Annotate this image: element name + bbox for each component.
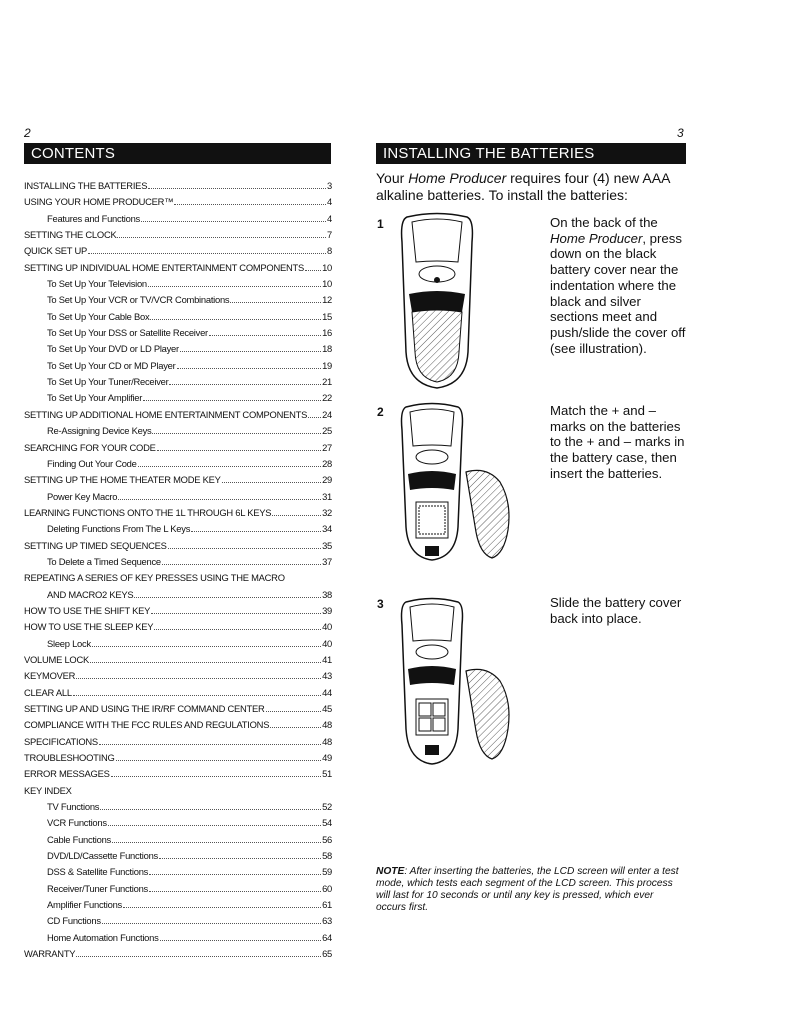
step-2-text: Match the + and – marks on the batteries to the + and – marks in the battery case, then insert the batteries. <box>550 403 685 481</box>
toc-entry <box>24 229 332 245</box>
toc-entry-page: 12 <box>322 294 332 306</box>
toc-entry-page: 34 <box>322 523 332 535</box>
toc-entry <box>24 736 332 752</box>
toc-entry-page: 25 <box>322 425 332 437</box>
toc-entry <box>24 572 332 588</box>
toc-leader-dots <box>168 548 321 549</box>
toc-entry-page: 3 <box>327 180 332 191</box>
toc-entry-page: 10 <box>322 261 332 273</box>
contents-title: CONTENTS <box>24 143 331 164</box>
toc-entry-title: Re-Assigning Device Keys <box>47 425 152 437</box>
toc-entry <box>24 442 332 458</box>
toc-entry <box>24 785 332 801</box>
toc-entry-page: 4 <box>327 212 332 224</box>
toc-leader-dots <box>148 188 326 189</box>
toc-entry-title: SEARCHING FOR YOUR CODE <box>24 441 156 453</box>
toc-entry <box>24 719 332 735</box>
toc-leader-dots <box>151 613 321 614</box>
toc-entry-title: QUICK SET UP <box>24 245 87 257</box>
toc-entry <box>24 523 332 539</box>
toc-entry-title: ERROR MESSAGES <box>24 768 110 780</box>
toc-leader-dots <box>143 400 321 401</box>
toc-entry-page: 43 <box>322 670 332 682</box>
toc-entry-page: 28 <box>322 457 332 469</box>
toc-leader-dots <box>76 678 321 679</box>
toc-entry-page: 65 <box>322 948 332 960</box>
toc-entry-page: 40 <box>322 621 332 633</box>
toc-entry-page: 58 <box>322 850 332 862</box>
toc-entry-page: 48 <box>322 735 332 747</box>
toc-entry-title: SETTING UP ADDITIONAL HOME ENTERTAINMENT COMPONENTS <box>24 408 308 420</box>
toc-entry-title: USING YOUR HOME PRODUCER™ <box>24 196 174 208</box>
toc-entry-title: SETTING UP AND USING THE IR/RF COMMAND CENTER <box>24 703 265 714</box>
toc-entry <box>24 180 332 196</box>
toc-entry-page: 54 <box>322 817 332 829</box>
toc-leader-dots <box>272 515 321 516</box>
toc-leader-dots <box>157 450 321 451</box>
toc-entry-title: Deleting Functions From The L Keys <box>47 523 191 535</box>
toc-entry-page: 37 <box>322 555 332 567</box>
toc-entry <box>24 360 332 376</box>
toc-entry-title: Features and Functions <box>47 212 140 224</box>
toc-entry-title: SETTING THE CLOCK <box>24 229 117 241</box>
toc-entry-page: 8 <box>327 245 332 257</box>
toc-entry-title: Sleep Lock <box>47 637 91 649</box>
toc-entry-page: 27 <box>322 441 332 453</box>
remote-back-illustration <box>392 212 482 392</box>
toc-entry-page: 49 <box>322 752 332 764</box>
toc-leader-dots <box>148 286 321 287</box>
toc-leader-dots <box>191 531 321 532</box>
toc-entry-title: HOW TO USE THE SLEEP KEY <box>24 621 154 633</box>
toc-entry-page: 61 <box>322 899 332 911</box>
toc-entry-page: 18 <box>322 343 332 355</box>
toc-entry-title: DSS & Satellite Functions <box>47 866 149 878</box>
toc-leader-dots <box>177 368 322 369</box>
toc-entry <box>24 245 332 261</box>
step-3-text: Slide the battery cover back into place. <box>550 595 682 626</box>
toc-entry-title: To Set Up Your Tuner/Receiver <box>47 376 169 388</box>
left-page-number: 2 <box>24 126 31 140</box>
toc-entry-page: 31 <box>322 490 332 502</box>
toc-entry <box>24 343 332 359</box>
toc-entry <box>24 801 332 817</box>
toc-entry <box>24 621 332 637</box>
toc-entry-page: 24 <box>322 408 332 420</box>
toc-entry-title: KEY INDEX <box>24 784 72 796</box>
toc-entry-page: 22 <box>322 392 332 404</box>
toc-entry <box>24 605 332 621</box>
toc-entry-title: To Delete a Timed Sequence <box>47 555 161 567</box>
toc-entry-title: KEYMOVER <box>24 670 76 682</box>
toc-entry-page: 44 <box>322 686 332 698</box>
toc-entry-title: CLEAR ALL <box>24 686 72 698</box>
toc-leader-dots <box>162 564 321 565</box>
toc-entry <box>24 474 332 490</box>
toc-leader-dots <box>141 221 326 222</box>
toc-leader-dots <box>150 319 321 320</box>
toc-entry-page: 19 <box>322 359 332 371</box>
toc-entry-page: 16 <box>322 327 332 339</box>
toc-entry-page: 52 <box>322 801 332 813</box>
toc-entry <box>24 948 332 964</box>
toc-leader-dots <box>118 499 321 500</box>
batteries-title: INSTALLING THE BATTERIES <box>376 143 686 164</box>
toc-entry-title: To Set Up Your Television <box>47 278 147 290</box>
toc-entry-title: VOLUME LOCK <box>24 653 89 665</box>
toc-leader-dots <box>305 270 321 271</box>
toc-entry <box>24 768 332 784</box>
toc-entry <box>24 752 332 768</box>
toc-entry <box>24 932 332 948</box>
toc-entry-title: To Set Up Your CD or MD Player <box>47 359 176 371</box>
toc-leader-dots <box>100 809 321 810</box>
toc-leader-dots <box>174 204 326 205</box>
toc-leader-dots <box>180 351 321 352</box>
toc-leader-dots <box>76 956 321 957</box>
toc-entry <box>24 376 332 392</box>
toc-leader-dots <box>308 417 321 418</box>
toc-entry-title: To Set Up Your DVD or LD Player <box>47 343 179 355</box>
toc-entry-title: TROUBLESHOOTING <box>24 752 115 764</box>
table-of-contents <box>24 180 332 965</box>
toc-entry <box>24 409 332 425</box>
toc-entry-title: INSTALLING THE BATTERIES <box>24 180 148 191</box>
note-text: NOTE: After inserting the batteries, the LCD screen will enter a test mode, which tests each segment of the LCD screen. This process will last for 10 seconds or until any key is pressed, which ever occurs first. <box>376 866 679 913</box>
toc-entry-page: 7 <box>327 229 332 241</box>
toc-entry <box>24 899 332 915</box>
toc-entry-page: 60 <box>322 882 332 894</box>
toc-leader-dots <box>160 940 322 941</box>
toc-entry <box>24 654 332 670</box>
toc-entry-page: 56 <box>322 833 332 845</box>
toc-entry-title: COMPLIANCE WITH THE FCC RULES AND REGULATIONS <box>24 719 270 731</box>
remote-closed-illustration <box>392 597 532 767</box>
toc-entry-title: WARRANTY <box>24 948 76 960</box>
toc-entry <box>24 834 332 850</box>
toc-entry <box>24 278 332 294</box>
toc-entry-page: 39 <box>322 604 332 616</box>
toc-leader-dots <box>88 253 326 254</box>
toc-entry <box>24 392 332 408</box>
intro-text: Your Home Producer requires four (4) new AAA alkaline batteries. To install the batteries: <box>376 170 670 203</box>
toc-entry <box>24 213 332 229</box>
toc-entry-page: 10 <box>322 278 332 290</box>
toc-leader-dots <box>73 695 321 696</box>
toc-entry <box>24 196 332 212</box>
toc-leader-dots <box>159 858 321 859</box>
toc-leader-dots <box>108 825 321 826</box>
toc-leader-dots <box>169 384 321 385</box>
toc-entry-title: Receiver/Tuner Functions <box>47 882 148 894</box>
toc-entry-page: 64 <box>322 931 332 943</box>
toc-entry <box>24 670 332 686</box>
remote-battery-case-illustration <box>392 402 532 562</box>
toc-entry-page: 32 <box>322 506 332 518</box>
toc-entry-title: SETTING UP TIMED SEQUENCES <box>24 539 167 551</box>
toc-entry <box>24 311 332 327</box>
toc-entry-title: Home Automation Functions <box>47 931 159 943</box>
toc-entry-page: 15 <box>322 310 332 322</box>
toc-leader-dots <box>112 842 321 843</box>
toc-entry <box>24 638 332 654</box>
toc-entry-title: Finding Out Your Code <box>47 457 137 469</box>
toc-entry-page: 38 <box>322 588 332 600</box>
toc-leader-dots <box>209 335 321 336</box>
toc-entry-page: 21 <box>322 376 332 388</box>
toc-leader-dots <box>134 597 321 598</box>
toc-entry <box>24 294 332 310</box>
toc-entry <box>24 327 332 343</box>
toc-entry <box>24 866 332 882</box>
toc-entry <box>24 262 332 278</box>
toc-entry <box>24 425 332 441</box>
toc-entry <box>24 491 332 507</box>
toc-leader-dots <box>111 776 321 777</box>
toc-leader-dots <box>90 662 321 663</box>
toc-entry-page: 63 <box>322 915 332 927</box>
toc-entry-title: CD Functions <box>47 915 101 927</box>
toc-leader-dots <box>149 874 321 875</box>
toc-leader-dots <box>154 629 321 630</box>
toc-entry-page: 40 <box>322 637 332 649</box>
toc-entry-title: HOW TO USE THE SHIFT KEY <box>24 604 151 616</box>
step-1-number: 1 <box>377 217 384 231</box>
toc-entry-title: To Set Up Your DSS or Satellite Receiver <box>47 327 208 339</box>
toc-leader-dots <box>222 482 321 483</box>
toc-entry-title: Cable Functions <box>47 833 111 845</box>
toc-leader-dots <box>270 727 321 728</box>
toc-leader-dots <box>266 711 322 712</box>
toc-entry-page: 29 <box>322 474 332 486</box>
toc-entry-page: 59 <box>322 866 332 878</box>
toc-entry <box>24 883 332 899</box>
toc-entry-title: SETTING UP INDIVIDUAL HOME ENTERTAINMENT COMPONENTS <box>24 261 304 273</box>
toc-entry <box>24 817 332 833</box>
toc-entry-page: 45 <box>322 703 332 714</box>
step-1-text: On the back of the Home Producer, press down on the black battery cover near the indentation where the black and silver sections meet and push/slide the cover off (see illustration). <box>550 215 686 356</box>
toc-entry-title: LEARNING FUNCTIONS ONTO THE 1L THROUGH 6L KEYS <box>24 506 272 518</box>
toc-leader-dots <box>149 891 321 892</box>
toc-entry <box>24 458 332 474</box>
toc-entry-page: 41 <box>322 653 332 665</box>
toc-entry-page: 48 <box>322 719 332 731</box>
toc-entry <box>24 703 332 719</box>
toc-entry-title: TV Functions <box>47 801 100 813</box>
toc-entry <box>24 540 332 556</box>
toc-entry-page: 4 <box>327 196 332 208</box>
toc-entry-title: VCR Functions <box>47 817 107 829</box>
step-3-number: 3 <box>377 597 384 611</box>
toc-entry-title: Amplifier Functions <box>47 899 122 911</box>
toc-entry <box>24 556 332 572</box>
toc-entry <box>24 589 332 605</box>
toc-entry-title: To Set Up Your Cable Box <box>47 310 150 322</box>
toc-entry-title: SPECIFICATIONS <box>24 735 98 747</box>
toc-entry-page: 51 <box>322 768 332 780</box>
toc-leader-dots <box>138 466 321 467</box>
toc-entry <box>24 850 332 866</box>
toc-entry <box>24 687 332 703</box>
toc-leader-dots <box>123 907 321 908</box>
toc-leader-dots <box>102 923 321 924</box>
toc-entry-title: To Set Up Your VCR or TV/VCR Combinations <box>47 294 230 306</box>
toc-entry-title: REPEATING A SERIES OF KEY PRESSES USING THE MACRO <box>24 572 285 584</box>
toc-entry <box>24 507 332 523</box>
toc-leader-dots <box>117 237 326 238</box>
toc-leader-dots <box>99 744 321 745</box>
toc-entry-title: Power Key Macro <box>47 490 118 502</box>
toc-leader-dots <box>116 760 322 761</box>
toc-entry-title: AND MACRO2 KEYS <box>47 588 134 600</box>
toc-leader-dots <box>230 302 321 303</box>
toc-entry-title: SETTING UP THE HOME THEATER MODE KEY <box>24 474 221 486</box>
toc-leader-dots <box>152 433 321 434</box>
toc-entry-page: 35 <box>322 539 332 551</box>
toc-entry-title: To Set Up Your Amplifier <box>47 392 143 404</box>
step-2-number: 2 <box>377 405 384 419</box>
toc-entry <box>24 915 332 931</box>
toc-leader-dots <box>92 646 321 647</box>
right-page-number: 3 <box>677 126 684 140</box>
toc-entry-title: DVD/LD/Cassette Functions <box>47 850 158 862</box>
